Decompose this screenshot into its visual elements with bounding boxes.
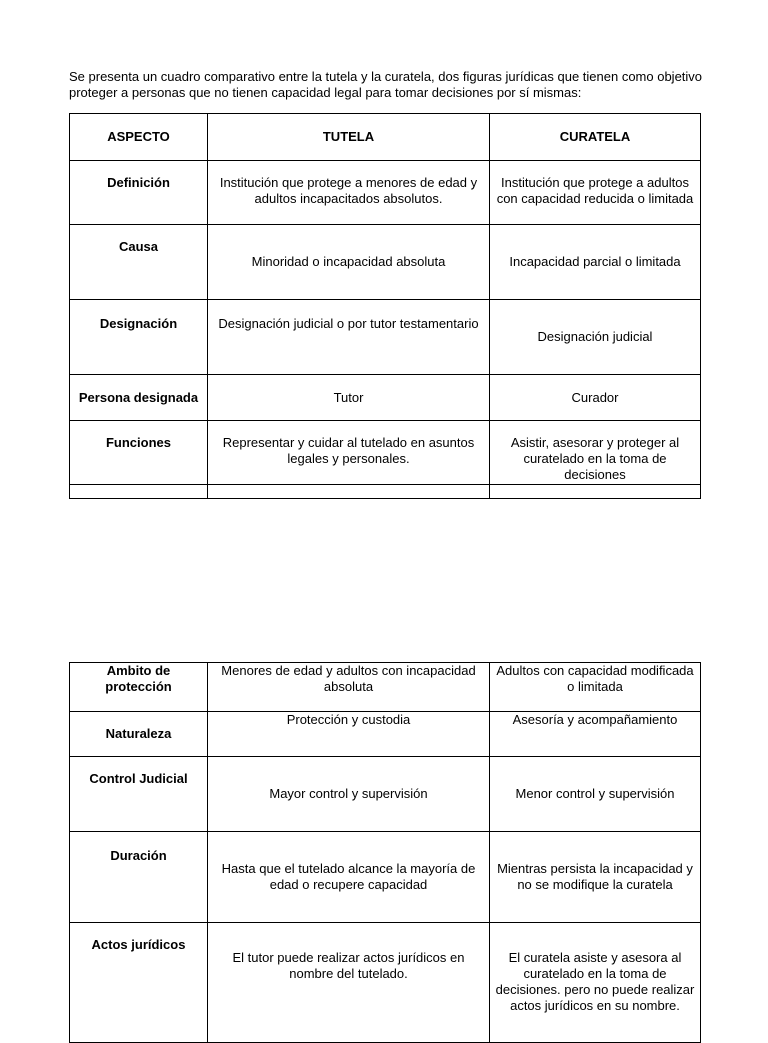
row-tutela: Menores de edad y adultos con incapacidad absoluta xyxy=(208,663,490,712)
row-aspect: Causa xyxy=(70,225,208,300)
row-aspect: Actos jurídicos xyxy=(70,923,208,1043)
row-tutela: El tutor puede realizar actos jurídicos en nombre del tutelado. xyxy=(208,923,490,1043)
row-curatela: Incapacidad parcial o limitada xyxy=(490,225,701,300)
header-tutela: TUTELA xyxy=(208,114,490,161)
row-curatela: Menor control y supervisión xyxy=(490,757,701,832)
row-tutela: Institución que protege a menores de edad y adultos incapacitados absolutos. xyxy=(208,161,490,225)
row-curatela: Asesoría y acompañamiento xyxy=(490,712,701,757)
table-row xyxy=(70,757,701,832)
intro-paragraph: Se presenta un cuadro comparativo entre la tutela y la curatela, dos figuras jurídicas que tienen como objetivo proteger a personas que no tienen capacidad legal para tomar decisiones por sí mismas: xyxy=(69,69,703,100)
row-tutela: Designación judicial o por tutor testamentario xyxy=(208,300,490,375)
row-curatela: Adultos con capacidad modificada o limitada xyxy=(490,663,701,712)
row-aspect: Funciones xyxy=(70,421,208,485)
row-curatela: Mientras persista la incapacidad y no se modifique la curatela xyxy=(490,832,701,923)
empty-cell xyxy=(208,485,490,499)
table-row xyxy=(70,663,701,712)
table-row xyxy=(70,923,701,1043)
row-aspect: Naturaleza xyxy=(70,712,208,757)
table-row xyxy=(70,832,701,923)
table-row xyxy=(70,712,701,757)
empty-row xyxy=(70,485,701,499)
table-row xyxy=(70,161,701,225)
row-curatela: Designación judicial xyxy=(490,300,701,375)
row-curatela: Institución que protege a adultos con capacidad reducida o limitada xyxy=(490,161,701,225)
table-header-row xyxy=(70,114,701,161)
row-aspect: Ambito de protección xyxy=(70,663,208,712)
row-aspect: Designación xyxy=(70,300,208,375)
row-aspect: Duración xyxy=(70,832,208,923)
table-row xyxy=(70,225,701,300)
header-aspecto: ASPECTO xyxy=(70,114,208,161)
comparison-table-1 xyxy=(69,113,701,499)
row-curatela: Curador xyxy=(490,375,701,421)
row-aspect: Persona designada xyxy=(70,375,208,421)
empty-cell xyxy=(70,485,208,499)
row-tutela: Representar y cuidar al tutelado en asuntos legales y personales. xyxy=(208,421,490,485)
row-tutela: Minoridad o incapacidad absoluta xyxy=(208,225,490,300)
row-curatela: Asistir, asesorar y proteger al curatelado en la toma de decisiones xyxy=(490,421,701,485)
row-curatela: El curatela asiste y asesora al curatelado en la toma de decisiones. pero no puede realizar actos jurídicos en su nombre. xyxy=(490,923,701,1043)
row-aspect: Control Judicial xyxy=(70,757,208,832)
row-tutela: Mayor control y supervisión xyxy=(208,757,490,832)
row-tutela: Tutor xyxy=(208,375,490,421)
table-row xyxy=(70,375,701,421)
row-aspect: Definición xyxy=(70,161,208,225)
table-row xyxy=(70,421,701,485)
comparison-table-2 xyxy=(69,662,701,1043)
row-tutela: Hasta que el tutelado alcance la mayoría de edad o recupere capacidad xyxy=(208,832,490,923)
empty-cell xyxy=(490,485,701,499)
header-curatela: CURATELA xyxy=(490,114,701,161)
table-row xyxy=(70,300,701,375)
row-tutela: Protección y custodia xyxy=(208,712,490,757)
